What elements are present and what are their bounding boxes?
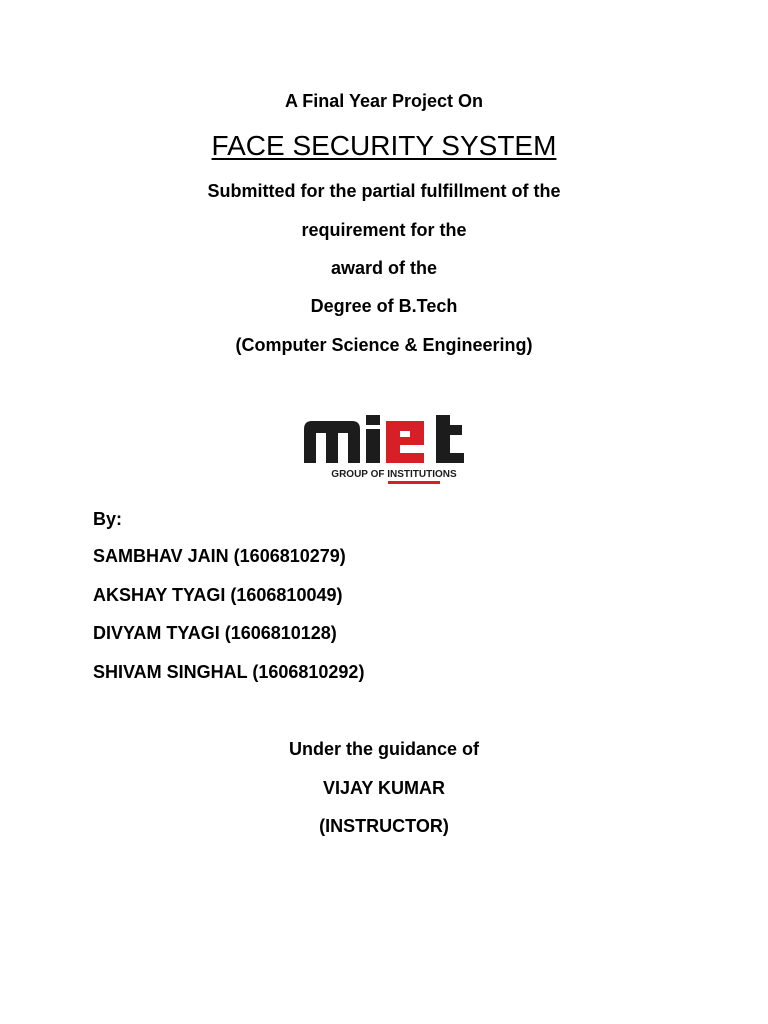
authors-label: By: (93, 509, 123, 529)
project-title: FACE SECURITY SYSTEM (211, 130, 557, 161)
author-4: SHIVAM SINGHAL (1606810292) (93, 662, 365, 682)
guidance-label: Under the guidance of (288, 739, 479, 759)
author-1: SAMBHAV JAIN (1606810279) (93, 546, 346, 566)
submission-line-3: award of the (330, 258, 437, 278)
author-3: DIVYAM TYAGI (1606810128) (93, 623, 337, 643)
author-2: AKSHAY TYAGI (1606810049) (93, 585, 343, 605)
guide-name: VIJAY KUMAR (322, 778, 446, 798)
submission-line-1: Submitted for the partial fulfillment of the (207, 181, 561, 201)
branch-line: (Computer Science & Engineering) (235, 335, 533, 355)
degree-line: Degree of B.Tech (310, 296, 458, 316)
submission-line-2: requirement for the (301, 220, 467, 240)
logo-tagline: GROUP OF INSTITUTIONS (331, 469, 457, 480)
project-intro: A Final Year Project On (284, 91, 484, 111)
guide-role: (INSTRUCTOR) (319, 816, 449, 836)
miet-logo (296, 405, 492, 487)
